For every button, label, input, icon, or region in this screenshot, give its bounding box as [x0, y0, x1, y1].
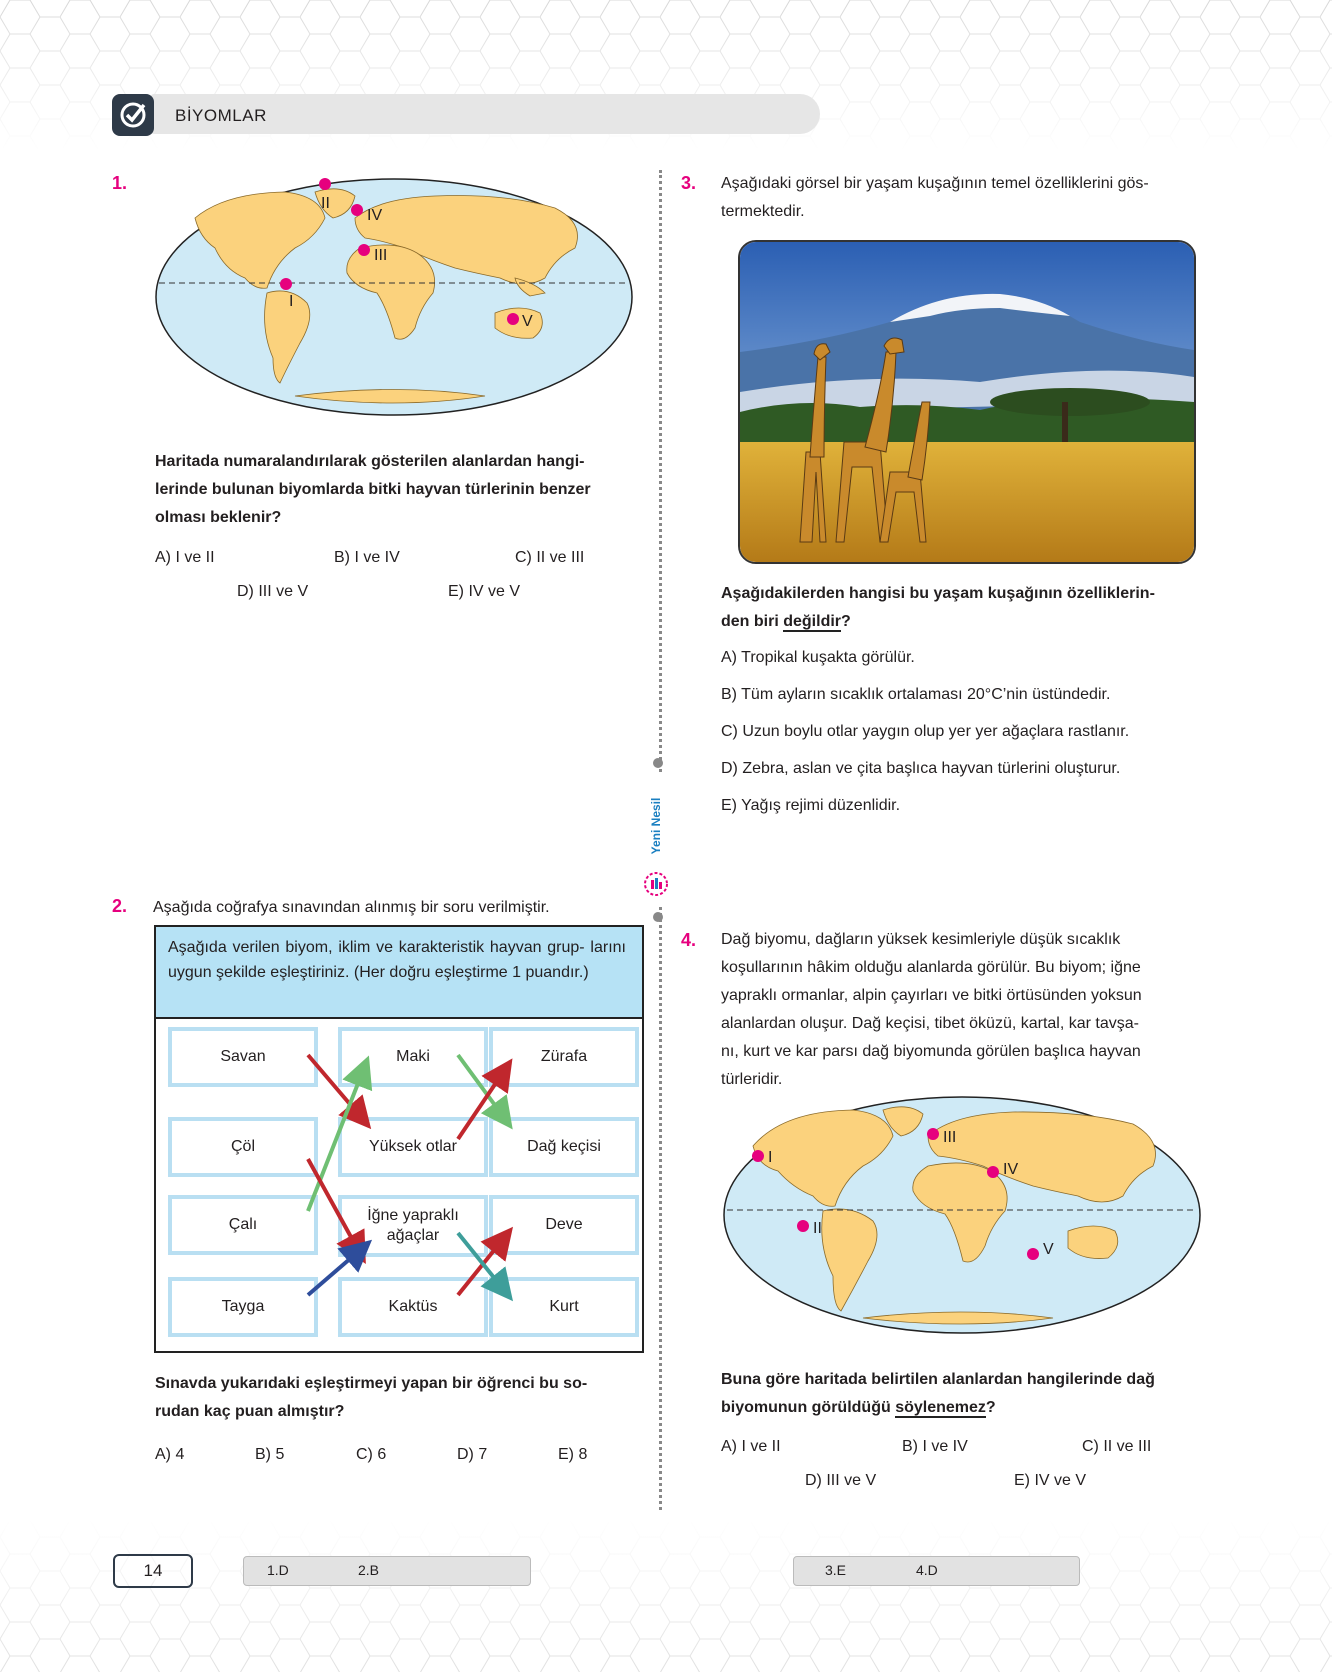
map-label: V	[522, 313, 533, 330]
match-cell-animal: Zürafa	[489, 1027, 639, 1087]
answer-option[interactable]: B) 5	[255, 1446, 285, 1463]
answer-option[interactable]: D) 7	[457, 1446, 488, 1463]
match-cell-biome: Çöl	[168, 1117, 318, 1177]
world-map-q1	[155, 178, 633, 416]
question-intro: Aşağıda coğrafya sınavından alınmış bir soru verilmiştir.	[153, 899, 550, 916]
answer-option[interactable]: E) IV ve V	[1014, 1472, 1087, 1489]
question-text: Sınavda yukarıdaki eşleştirmeyi yapan bir öğrenci bu so- rudan kaç puan almıştır?	[155, 1375, 588, 1420]
match-cell-vegetation: Yüksek otlar	[338, 1117, 488, 1177]
question-text: Buna göre haritada belirtilen alanlardan hangilerinde dağ biyomunun görüldüğü söylenemez?	[721, 1371, 1155, 1416]
answer-option[interactable]: D) Zebra, aslan ve çita başlıca hayvan türlerini oluşturur.	[721, 760, 1121, 777]
answer-option[interactable]: E) Yağış rejimi düzenlidir.	[721, 797, 901, 814]
match-cell-biome: Savan	[168, 1027, 318, 1087]
answer-option[interactable]: C) II ve III	[515, 549, 585, 566]
map-label: I	[768, 1149, 773, 1166]
answer-key-item: 3.E	[825, 1562, 847, 1578]
question-text: Dağ biyomu, dağların yüksek kesimleriyle düşük sıcaklık koşullarının hâkim olduğu alanlarda görülür. Bu biyom; iğne yapraklı ormanlar, alpin çayırları ve bitki örtüsünden yoksun alanlardan oluşur. Dağ keçisi, tibet öküzü, kartal, kar tavşa- nı, kurt ve kar parsı dağ biyomunda görülen başlıca hayvan türleridir.	[721, 931, 1142, 1088]
answer-option[interactable]: C) 6	[356, 1446, 387, 1463]
map-label: IV	[367, 207, 383, 224]
map-label: II	[321, 195, 330, 212]
question-intro: Aşağıdaki görsel bir yaşam kuşağının temel özelliklerini gös- termektedir.	[721, 175, 1149, 220]
checkmark-icon	[112, 94, 154, 136]
answer-option[interactable]: A) Tropikal kuşakta görülür.	[721, 649, 915, 666]
map-label: II	[813, 1220, 822, 1237]
question-text: Aşağıdakilerden hangisi bu yaşam kuşağının özelliklerin- den biri değildir?	[721, 585, 1155, 630]
question-number: 4.	[681, 930, 697, 950]
answer-option[interactable]: C) Uzun boylu otlar yaygın olup yer yer ağaçlara rastlanır.	[721, 723, 1130, 740]
savanna-photo	[738, 240, 1196, 564]
answer-option[interactable]: B) I ve IV	[334, 549, 400, 566]
match-cell-biome: Tayga	[168, 1277, 318, 1337]
answer-option[interactable]: E) 8	[558, 1446, 588, 1463]
question-text: Haritada numaralandırılarak gösterilen alanlardan hangi- lerinde bulunan biyomlarda bitki hayvan türlerinin benzer olması beklenir?	[155, 453, 591, 526]
map-label: III	[943, 1129, 957, 1146]
world-map-q4	[723, 1096, 1201, 1334]
match-cell-animal: Dağ keçisi	[489, 1117, 639, 1177]
page-number: 14	[113, 1554, 193, 1588]
answer-option[interactable]: D) III ve V	[237, 583, 309, 600]
match-cell-vegetation: Kaktüs	[338, 1277, 488, 1337]
answer-option[interactable]: A) I ve II	[721, 1438, 781, 1455]
map-label: IV	[1003, 1161, 1019, 1178]
divider-dot	[653, 758, 663, 768]
map-label: III	[374, 247, 388, 264]
answer-option[interactable]: E) IV ve V	[448, 583, 521, 600]
match-cell-vegetation: İğne yapraklı ağaçlar	[338, 1195, 488, 1257]
answer-key-item: 2.B	[358, 1562, 380, 1578]
yeni-nesil-badge	[642, 775, 670, 905]
hexagon-pattern-bottom	[0, 1520, 1332, 1672]
answer-option[interactable]: A) I ve II	[155, 549, 215, 566]
question-number: 3.	[681, 173, 697, 193]
matching-instructions: Aşağıda verilen biyom, iklim ve karakteristik hayvan grup- larını uygun şekilde eşleştiriniz. (Her doğru eşleştirme 1 puandır.)	[156, 927, 642, 1019]
match-cell-biome: Çalı	[168, 1195, 318, 1255]
answer-option[interactable]: C) II ve III	[1082, 1438, 1152, 1455]
matching-arrows	[156, 927, 642, 1351]
map-label: V	[1043, 1241, 1054, 1258]
answer-option[interactable]: D) III ve V	[805, 1472, 877, 1489]
answer-option[interactable]: A) 4	[155, 1446, 185, 1463]
answer-option[interactable]: B) Tüm ayların sıcaklık ortalaması 20°C’nin üstündedir.	[721, 686, 1111, 703]
match-cell-animal: Deve	[489, 1195, 639, 1255]
badge-label: Yeni Nesil	[649, 797, 663, 855]
map-label: I	[289, 293, 294, 310]
answer-option[interactable]: B) I ve IV	[902, 1438, 968, 1455]
divider-dot	[653, 912, 663, 922]
yeni-nesil-icon	[643, 871, 669, 897]
question-number: 2.	[112, 896, 128, 916]
match-cell-animal: Kurt	[489, 1277, 639, 1337]
answer-key-item: 4.D	[916, 1562, 938, 1578]
page-title: BİYOMLAR	[175, 106, 267, 125]
matching-question-box	[154, 925, 644, 1353]
answer-key-item: 1.D	[267, 1562, 289, 1578]
match-cell-vegetation: Maki	[338, 1027, 488, 1087]
question-number: 1.	[112, 173, 128, 193]
